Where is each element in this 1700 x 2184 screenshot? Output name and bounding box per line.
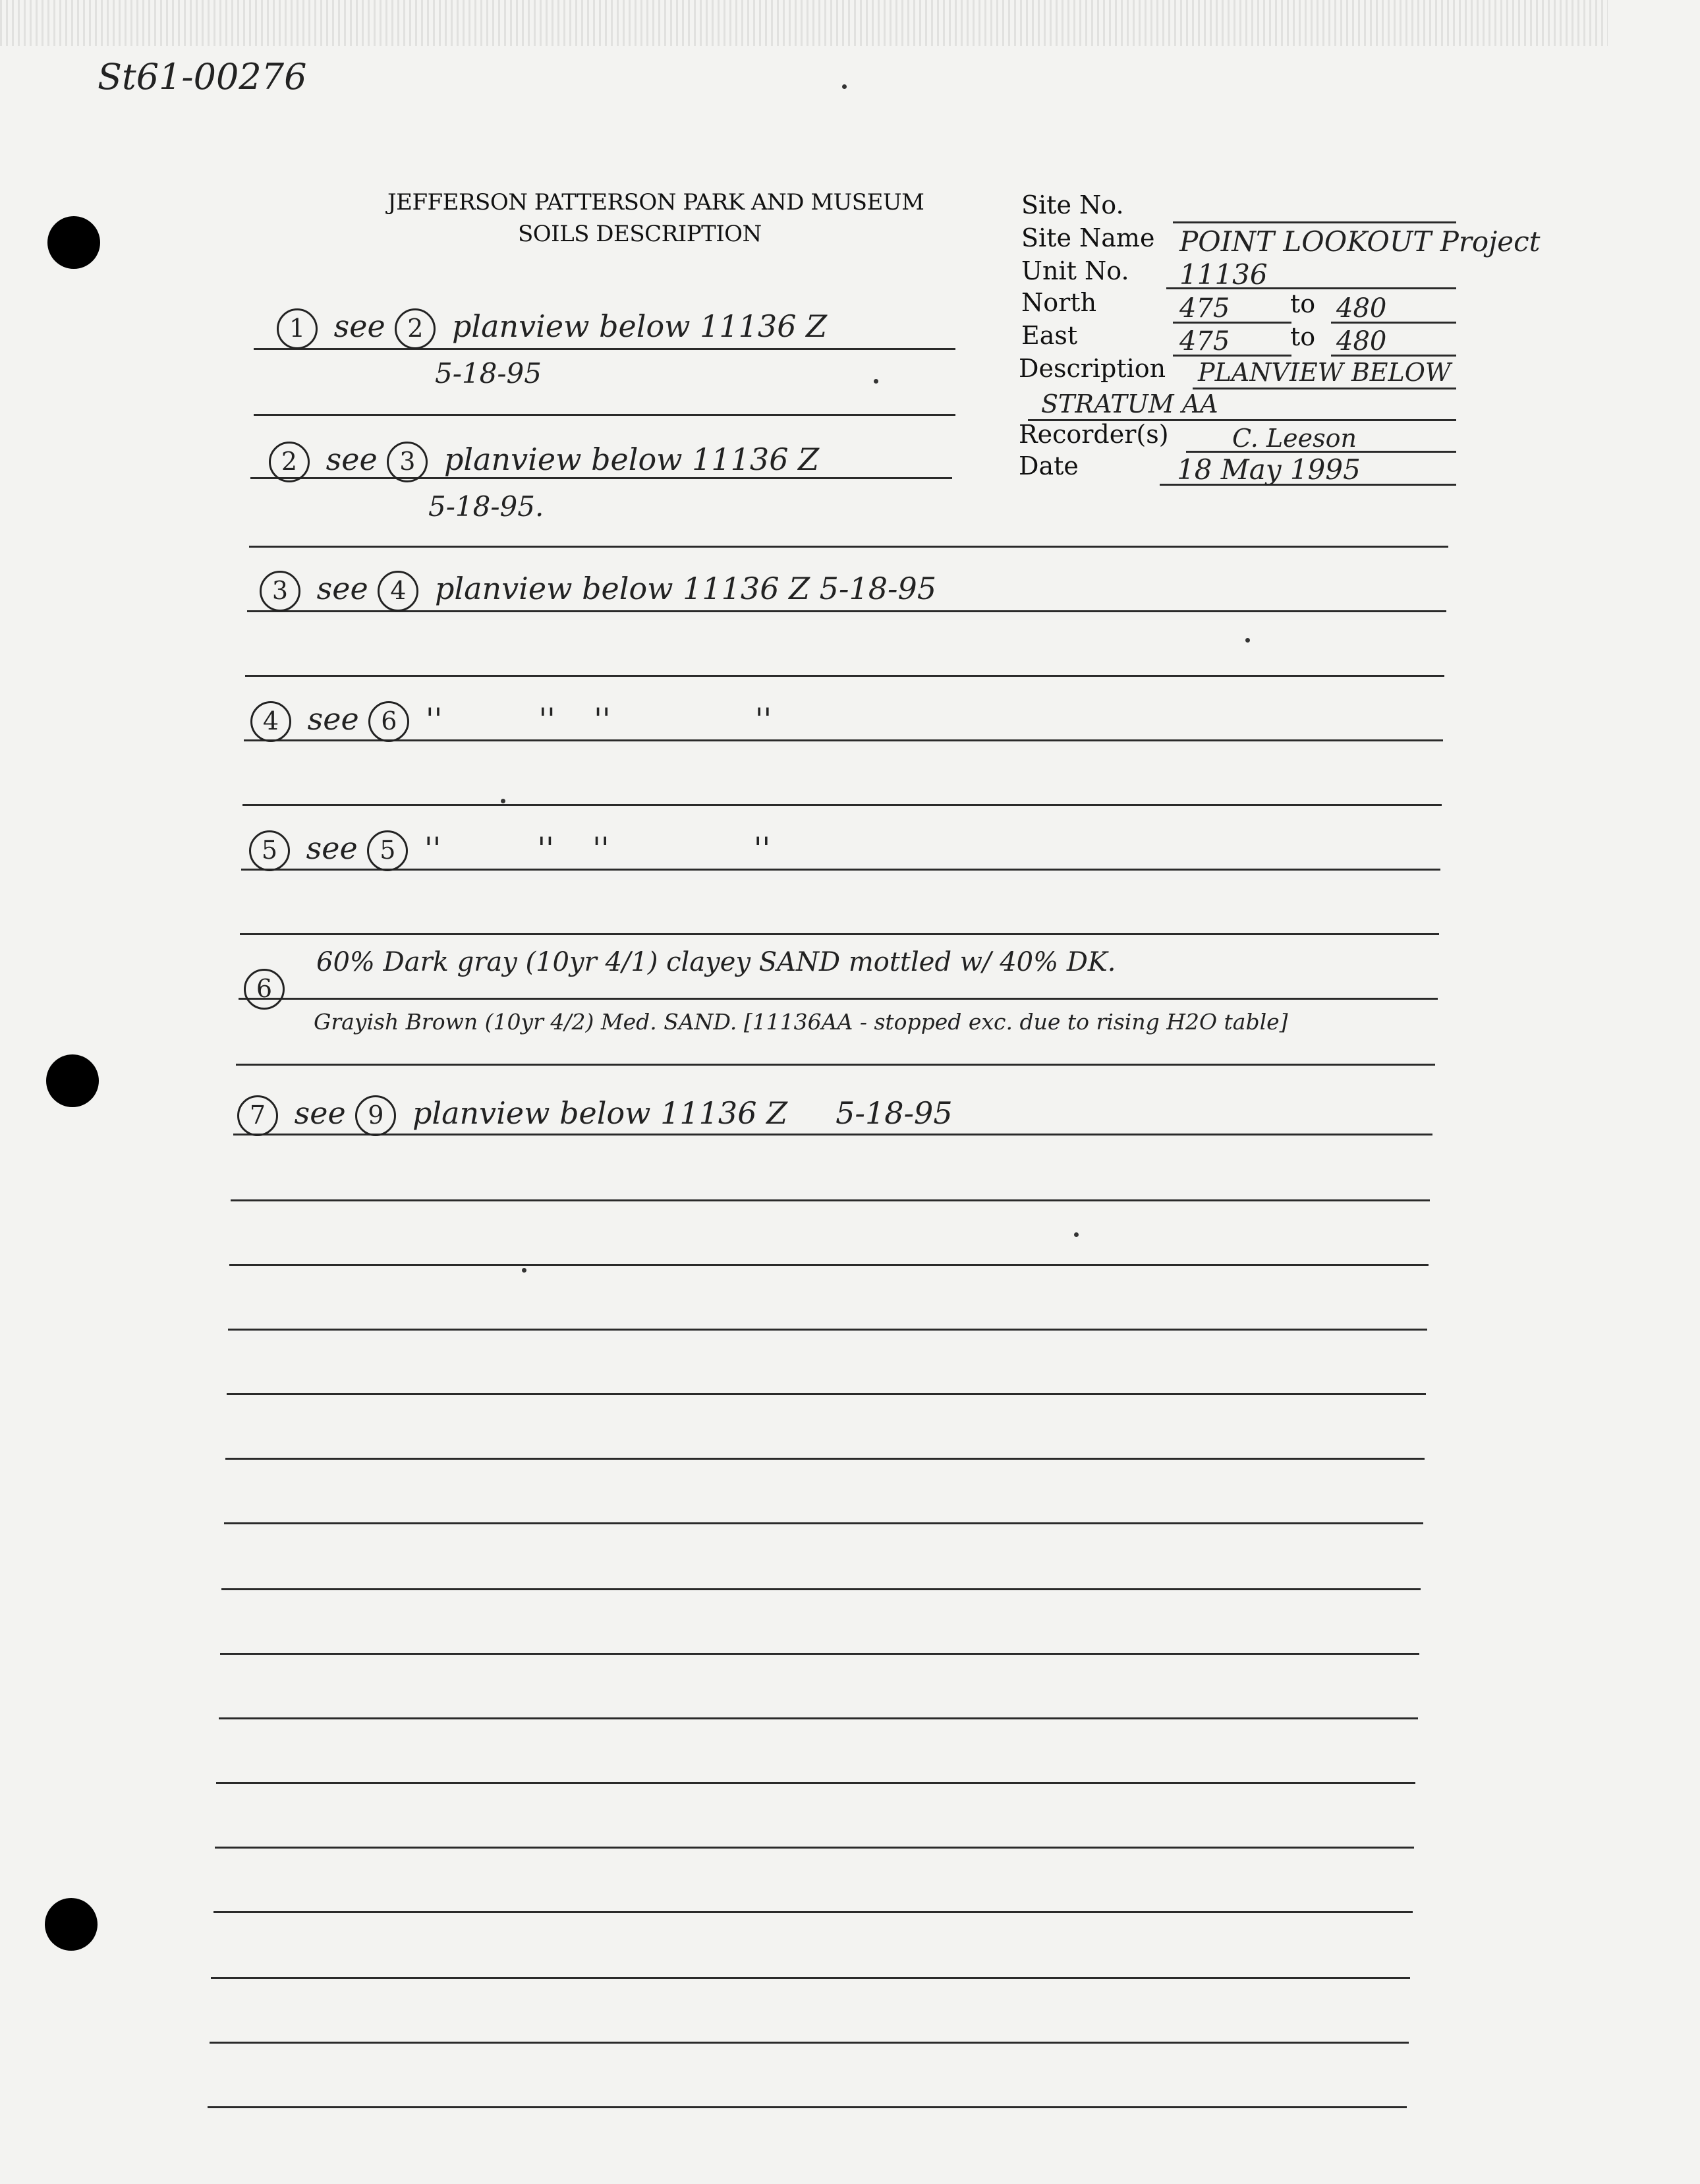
north-to-label: to [1290,289,1316,318]
entry-6-number: 6 [244,969,285,1010]
ruled-line [210,2042,1409,2044]
catalog-number: St61-00276 [98,56,307,98]
ruled-line [240,933,1439,935]
entry-text: '' '' '' '' [425,701,772,737]
entry-ref: 2 [395,308,436,349]
entry-number: 4 [250,701,291,742]
east-to-value: 480 [1336,326,1387,357]
unit-no-value: 11136 [1179,258,1268,291]
ruled-line [213,1911,1413,1913]
east-from-value: 475 [1179,326,1230,357]
speck [522,1268,526,1273]
recorder-value: C. Leeson [1232,424,1357,453]
ruled-line [249,546,1448,548]
site-name-value: POINT LOOKOUT Project [1179,225,1541,258]
ruled-line [227,1393,1426,1395]
entry-5-line-1 [249,830,770,871]
punch-hole-bottom [45,1898,98,1951]
ruled-line [229,1264,1429,1266]
site-name-label: Site Name [1021,223,1155,252]
entry-2-line-2: 5-18-95. [428,490,544,523]
ruled-line [219,1717,1418,1719]
ruled-line [220,1653,1419,1655]
entry-ref: 4 [378,571,418,612]
east-label: East [1021,321,1078,350]
entry-3-line-1 [260,571,936,612]
form-subtitle: SOILS DESCRIPTION [518,221,762,247]
entry-6-line-2: Grayish Brown (10yr 4/2) Med. SAND. [11136AA - stopped exc. due to rising H2O table] [314,1009,1288,1035]
entry-number: 2 [269,442,310,482]
entry-text: planview below 11136 Z 5-18-95 [412,1095,953,1131]
ruled-line [216,1782,1415,1784]
description-value-1: PLANVIEW BELOW [1198,358,1451,387]
entry-number: 5 [249,830,290,871]
entry-4-line-1 [250,701,772,742]
entry-ref: 3 [387,442,428,482]
ruled-line [225,1458,1425,1460]
scan-artifact-top [0,0,1608,46]
recorder-label: Recorder(s) [1019,420,1169,449]
ruled-line [236,1064,1435,1066]
description-line-1 [1193,388,1456,389]
entry-2-line-1 [269,442,819,482]
form-title: JEFFERSON PATTERSON PARK AND MUSEUM [387,189,924,216]
speck [1074,1232,1079,1237]
date-label: Date [1019,451,1079,480]
ruled-line [211,1977,1410,1979]
north-from-value: 475 [1179,293,1230,324]
ruled-line [215,1847,1414,1849]
site-no-label: Site No. [1021,190,1124,219]
entry-text: planview below 11136 Z [443,442,820,477]
speck [874,379,878,384]
north-label: North [1021,288,1097,317]
entry-number: 1 [277,308,318,349]
date-value: 18 May 1995 [1177,453,1361,486]
entry-number: 7 [237,1095,278,1136]
entry-text: planview below 11136 Z 5-18-95 [434,571,937,606]
speck [501,799,505,803]
punch-hole-top [47,216,100,269]
entry-see: see [306,830,358,866]
entry-see: see [294,1095,346,1131]
entry-see: see [307,701,359,737]
ruled-line [231,1199,1430,1201]
entry-6-line-1: 60% Dark gray (10yr 4/1) clayey SAND mottled w/ 40% DK. [316,947,1116,977]
ruled-line [254,414,955,416]
punch-hole-middle [46,1054,99,1107]
entry-see: see [316,571,368,606]
speck [842,84,847,89]
entry-number: 3 [260,571,300,612]
ruled-line [221,1588,1421,1590]
entry-text: planview below 11136 Z [451,308,828,344]
ruled-line [228,1329,1427,1331]
unit-no-label: Unit No. [1021,256,1129,285]
entry-1-line-2: 5-18-95 [435,357,542,389]
description-value-2: STRATUM AA [1041,389,1218,418]
ruled-line [224,1522,1423,1524]
ruled-line [208,2106,1407,2108]
entry-text: '' '' '' '' [424,830,771,866]
entry-7-line-1 [237,1095,953,1136]
north-to-value: 480 [1336,293,1387,324]
speck [1245,638,1250,643]
site-no-line [1173,221,1456,223]
entry-ref: 9 [355,1095,396,1136]
ruled-line [242,804,1442,806]
entry-see: see [326,442,378,477]
ruled-line [239,998,1438,1000]
entry-ref: 5 [367,830,408,871]
description-label: Description [1019,354,1166,383]
ruled-line [245,675,1444,677]
entry-1-line-1 [277,308,827,349]
entry-ref: 6 [368,701,409,742]
entry-see: see [333,308,385,344]
east-to-label: to [1290,322,1316,351]
